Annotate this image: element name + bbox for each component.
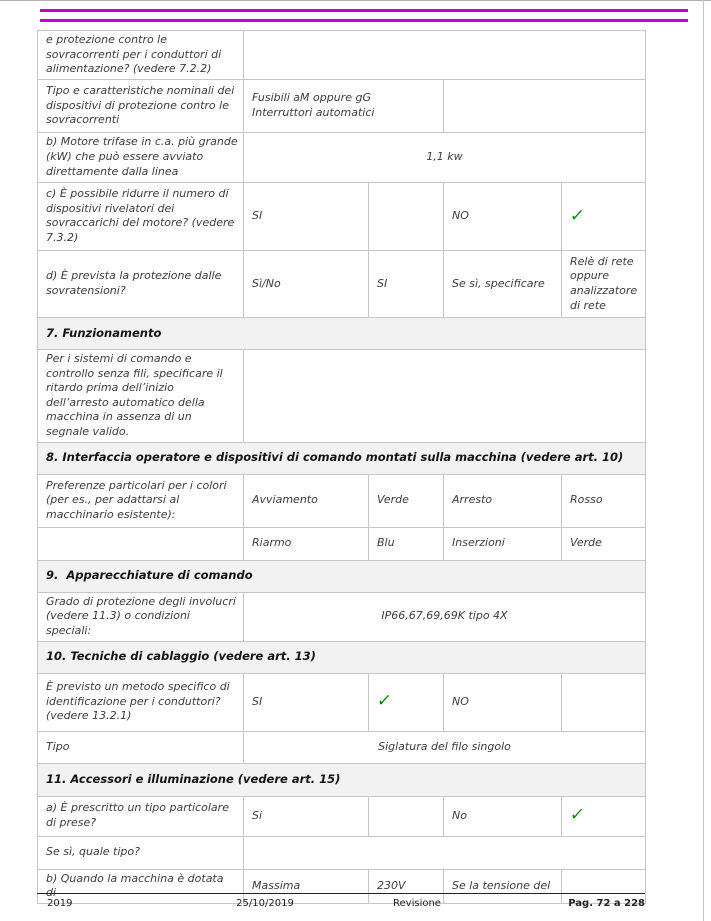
color-value-cell: Verde xyxy=(562,527,646,560)
answer-line: Fusibili aM oppure gG xyxy=(252,91,371,105)
color-function-cell: Riarmo xyxy=(244,527,369,560)
table-row xyxy=(38,474,646,527)
answer-cell xyxy=(444,79,646,132)
footer-revision-label: Revisione xyxy=(393,898,441,909)
section-header-row xyxy=(38,763,646,796)
answer-value-cell: SI xyxy=(369,250,444,317)
table-row xyxy=(38,349,646,442)
question-cell: Per i sistemi di comando e controllo senza fili, specificare il ritardo prima dell’inizio dell’arresto automatico della macchina in assenza di un segnale valido. xyxy=(38,349,244,442)
question-cell: b) Quando la macchina è dotata di xyxy=(38,869,244,903)
option-no-cell: NO xyxy=(444,182,562,250)
option-no-cell: No xyxy=(444,796,562,836)
yes-check-cell xyxy=(369,673,444,731)
option-yes-cell: SI xyxy=(244,673,369,731)
answer-cell xyxy=(244,836,646,869)
question-cell: Tipo e caratteristiche nominali dei dispositivi di protezione contro le sovracorrenti xyxy=(38,79,244,132)
green-check-icon: ✓ xyxy=(568,805,586,826)
answer-label-cell: Se la tensione del xyxy=(444,869,562,903)
answer-value-cell: 230V xyxy=(369,869,444,903)
color-function-cell: Avviamento xyxy=(244,474,369,527)
no-check-cell xyxy=(562,182,646,250)
answer-label-cell: Massima xyxy=(244,869,369,903)
color-value-cell: Blu xyxy=(369,527,444,560)
color-function-cell: Arresto xyxy=(444,474,562,527)
question-cell: c) È possibile ridurre il numero di dispositivi rivelatori dei sovraccarichi del motore? (vedere 7.3.2) xyxy=(38,182,244,250)
page-top-edge xyxy=(0,0,711,1)
green-check-icon: ✓ xyxy=(568,205,586,226)
table-row xyxy=(38,250,646,317)
no-check-cell xyxy=(562,796,646,836)
table-row xyxy=(38,182,646,250)
footer-year: 2019 xyxy=(47,898,73,909)
table-row xyxy=(38,79,646,132)
question-cell: Se sì, quale tipo? xyxy=(38,836,244,869)
question-cell: d) È prevista la protezione dalle sovratensioni? xyxy=(38,250,244,317)
table-row xyxy=(38,673,646,731)
header-double-rule xyxy=(40,9,688,22)
answer-line: Interruttori automatici xyxy=(252,105,375,119)
specify-value-cell: Relè di rete oppure analizzatore di rete xyxy=(562,250,646,317)
color-function-cell: Inserzioni xyxy=(444,527,562,560)
specify-label-cell: Se sì, specificare xyxy=(444,250,562,317)
question-cell: Grado di protezione degli involucri (vedere 11.3) o condizioni speciali: xyxy=(38,592,244,641)
section-title: 9. Apparecchiature di comando xyxy=(38,560,646,592)
question-cell: È previsto un metodo specifico di identificazione per i conduttori? (vedere 13.2.1) xyxy=(38,673,244,731)
question-cell: Tipo xyxy=(38,731,244,763)
section-title: 11. Accessori e illuminazione (vedere art. 15) xyxy=(38,763,646,796)
answer-cell: 1,1 kw xyxy=(244,132,646,182)
color-value-cell: Rosso xyxy=(562,474,646,527)
option-no-cell: NO xyxy=(444,673,562,731)
footer-date: 25/10/2019 xyxy=(236,898,294,909)
section-header-row xyxy=(38,560,646,592)
section-title: 8. Interfaccia operatore e dispositivi di comando montati sulla macchina (vedere art. 10) xyxy=(38,442,646,474)
option-yes-cell: Si xyxy=(244,796,369,836)
answer-cell xyxy=(244,31,646,80)
table-row xyxy=(38,132,646,182)
answer-cell: IP66,67,69,69K tipo 4X xyxy=(244,592,646,641)
no-check-cell xyxy=(562,673,646,731)
table-row xyxy=(38,836,646,869)
answer-cell xyxy=(244,349,646,442)
section-header-row xyxy=(38,442,646,474)
section-title: 10. Tecniche di cablaggio (vedere art. 13) xyxy=(38,641,646,673)
section-title: 7. Funzionamento xyxy=(38,317,646,349)
answer-label-cell: Sì/No xyxy=(244,250,369,317)
table-row xyxy=(38,527,646,560)
table-row xyxy=(38,592,646,641)
question-cell xyxy=(38,527,244,560)
answer-cell: Siglatura del filo singolo xyxy=(244,731,646,763)
yes-check-cell xyxy=(369,796,444,836)
table-row xyxy=(38,796,646,836)
question-cell: b) Motore trifase in c.a. più grande (kW) che può essere avviato direttamente dalla linea xyxy=(38,132,244,182)
table-row xyxy=(38,731,646,763)
footer-rule xyxy=(37,893,645,894)
questionnaire-table xyxy=(37,30,646,904)
answer-cell xyxy=(244,79,444,132)
section-header-row xyxy=(38,641,646,673)
page-footer xyxy=(37,898,645,909)
question-cell: e protezione contro le sovracorrenti per i conduttori di alimentazione? (vedere 7.2.2) xyxy=(38,31,244,80)
page-right-edge xyxy=(703,0,704,921)
section-header-row xyxy=(38,317,646,349)
question-cell: a) È prescritto un tipo particolare di prese? xyxy=(38,796,244,836)
question-cell: Preferenze particolari per i colori (per es., per adattarsi al macchinario esistente): xyxy=(38,474,244,527)
yes-check-cell xyxy=(369,182,444,250)
table-row xyxy=(38,31,646,80)
green-check-icon: ✓ xyxy=(375,691,393,712)
footer-page-number: Pag. 72 a 228 xyxy=(568,898,645,909)
option-yes-cell: SI xyxy=(244,182,369,250)
color-value-cell: Verde xyxy=(369,474,444,527)
